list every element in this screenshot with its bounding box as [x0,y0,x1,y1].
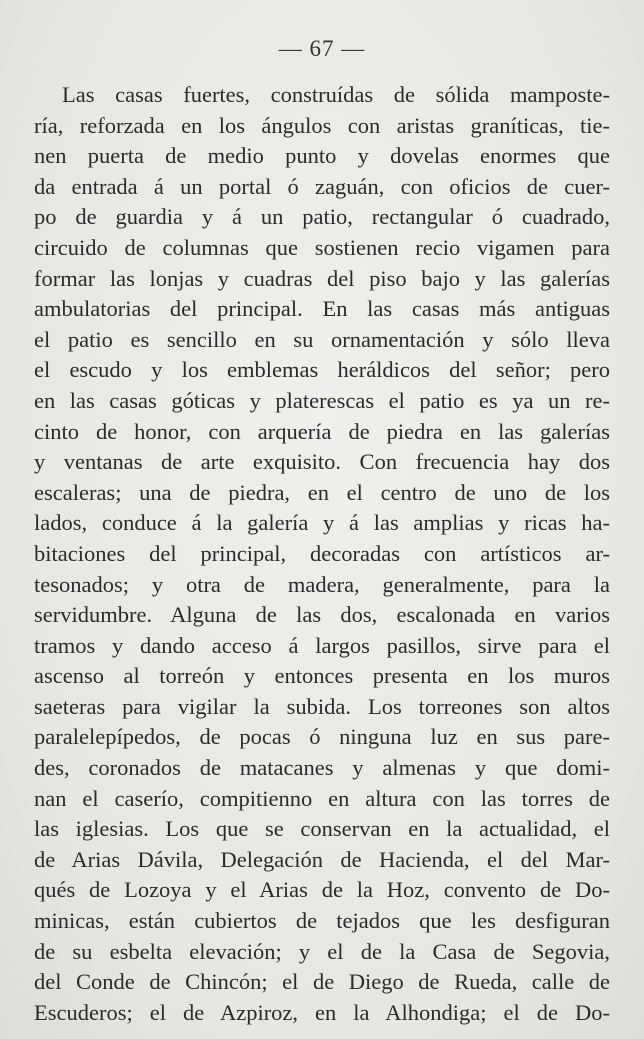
text-line: saeteras para vigilar la subida. Los torreones son altos [34,693,610,719]
text-line: nen puerta de medio punto y dovelas enormes que [34,143,610,169]
page-number: — 67 — [278,36,366,61]
text-line: de Arias Dávila, Delegación de Hacienda, el del Mar- [34,846,610,872]
text-line: da entrada á un portal ó zaguán, con oficios de cuer- [34,173,610,199]
text-line: servidumbre. Alguna de las dos, escalonada en varios [34,602,610,628]
text-line: circuido de columnas que sostienen recio vigamen para [34,234,610,260]
text-line: cinto de honor, con arquería de piedra en las galerías [34,418,610,444]
text-line: nan el caserío, compitienno en altura con las torres de [34,785,610,811]
text-line: en las casas góticas y platerescas el patio es ya un re- [34,387,610,413]
text-line: lados, conduce á la galería y á las amplias y ricas ha- [34,510,610,536]
text-line: el patio es sencillo en su ornamentación y sólo lleva [34,326,610,352]
body-text [34,80,610,1028]
text-line: ría, reforzada en los ángulos con aristas graníticas, tie- [34,112,610,138]
text-line: el escudo y los emblemas heráldicos del señor; pero [34,357,610,383]
text-line: po de guardia y á un patio, rectangular ó cuadrado, [34,204,610,230]
text-line: tramos y dando acceso á largos pasillos, sirve para el [34,632,610,658]
text-line: y ventanas de arte exquisito. Con frecuencia hay dos [34,449,610,475]
text-line: Escuderos; el de Azpiroz, en la Alhondiga; el de Do- [34,999,610,1025]
text-line: des, coronados de matacanes y almenas y que domi- [34,755,610,781]
text-line: formar las lonjas y cuadras del piso bajo y las galerías [34,265,610,291]
text-line: minicas, están cubiertos de tejados que les desfiguran [34,908,610,934]
text-line: escaleras; una de piedra, en el centro de uno de los [34,479,610,505]
text-line: tesonados; y otra de madera, generalmente, para la [34,571,610,597]
text-line: bitaciones del principal, decoradas con artísticos ar- [34,540,610,566]
text-line: de su esbelta elevación; y el de la Casa de Segovia, [34,938,610,964]
text-line: del Conde de Chincón; el de Diego de Rueda, calle de [34,969,610,995]
text-line: qués de Lozoya y el Arias de la Hoz, convento de Do- [34,877,610,903]
text-line: ambulatorias del principal. En las casas más antiguas [34,296,610,322]
text-line: las iglesias. Los que se conservan en la actualidad, el [34,816,610,842]
text-line: paralelepípedos, de pocas ó ninguna luz en sus pare- [34,724,610,750]
text-line: Las casas fuertes, construídas de sólida mamposte- [62,82,610,107]
text-line: ascenso al torreón y entonces presenta en los muros [34,663,610,689]
